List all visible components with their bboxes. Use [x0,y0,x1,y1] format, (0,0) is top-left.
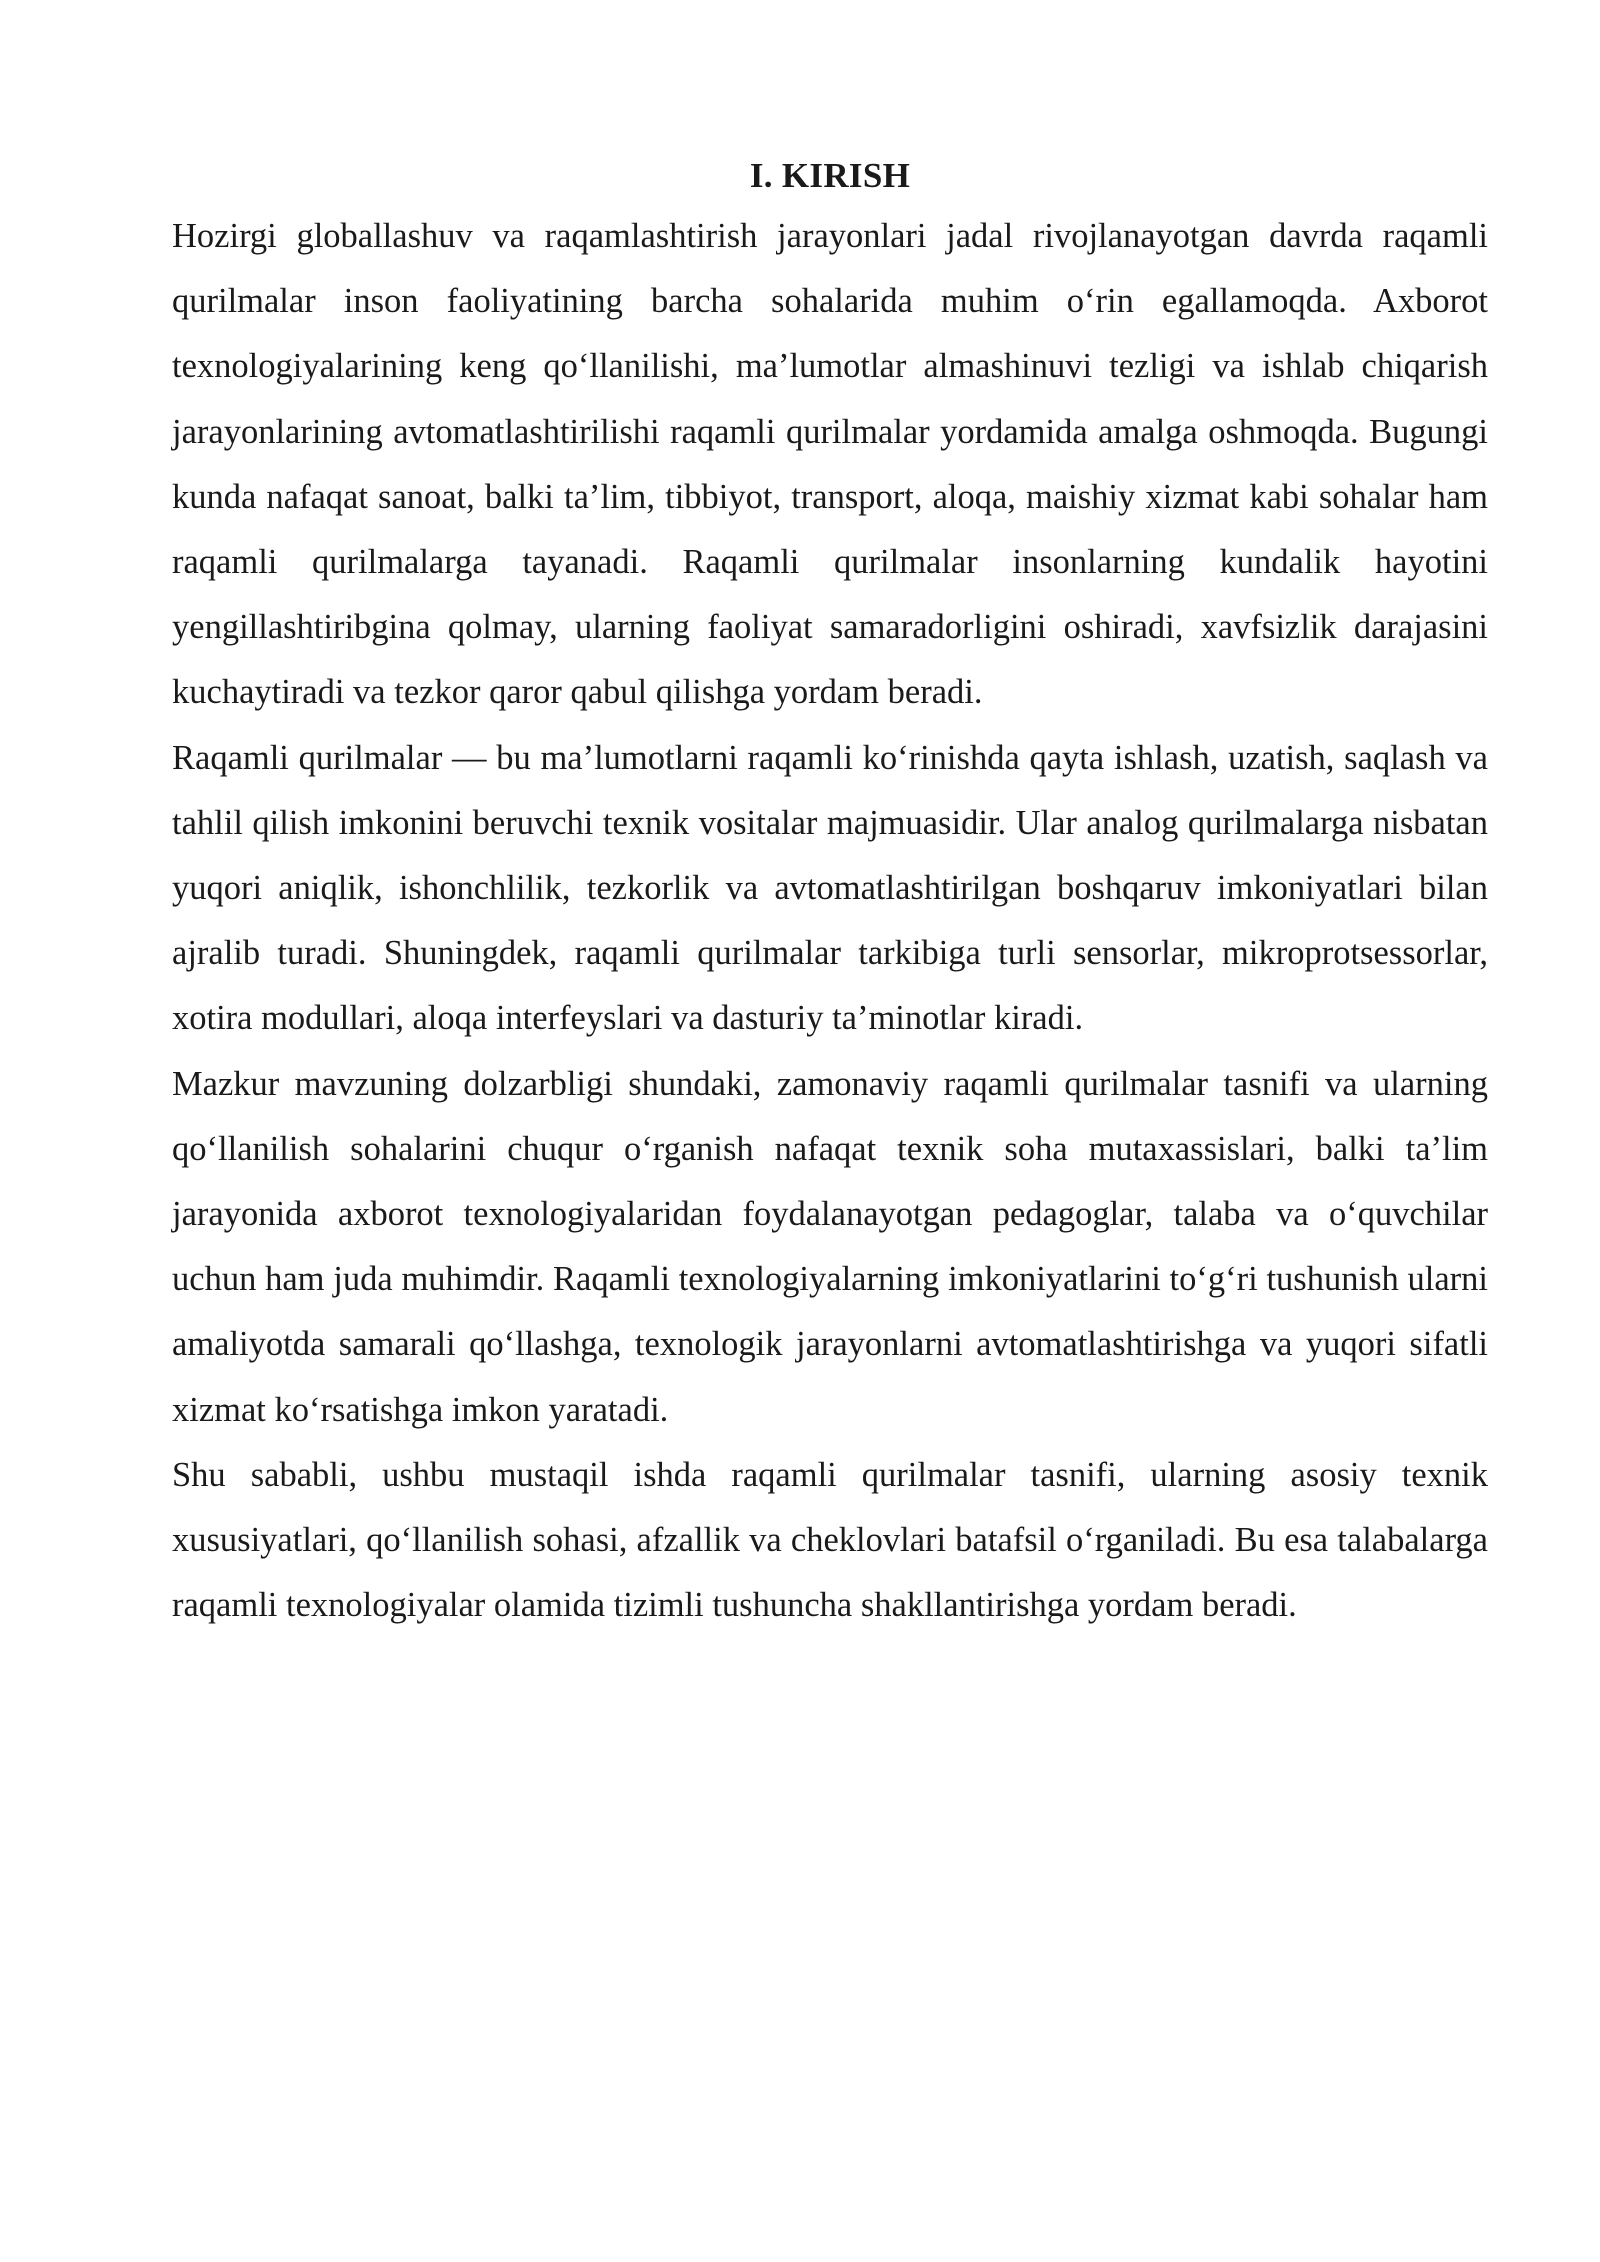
paragraph-relevance: Mazkur mavzuning dolzarbligi shundaki, zamonaviy raqamli qurilmalar tasnifi va ularning qo‘llanilish sohalarini chuqur o‘rganish nafaqat texnik soha mutaxassislari, balki ta’lim jarayonida axborot texnologiyalaridan foydalanayotgan pedagoglar, talaba va o‘quvchilar uchun ham juda muhimdir. Raqamli texnologiyalarning imkoniyatlarini to‘g‘ri tushunish ularni amaliyotda samarali qo‘llashga, texnologik jarayonlarni avtomatlashtirishga va yuqori sifatli xizmat ko‘rsatishga imkon yaratadi. [172,1064,1488,1429]
document-body [172,148,1488,1638]
paragraph-definition: Raqamli qurilmalar — bu ma’lumotlarni raqamli ko‘rinishda qayta ishlash, uzatish, saqlash va tahlil qilish imkonini beruvchi texnik vositalar majmuasidir. Ular analog qurilmalarga nisbatan yuqori aniqlik, ishonchlilik, tezkorlik va avtomatlashtirilgan boshqaruv imkoniyatlari bilan ajralib turadi. Shuningdek, raqamli qurilmalar tarkibiga turli sensorlar, mikroprotsessorlar, xotira modullari, aloqa interfeyslari va dasturiy ta’minotlar kiradi. [172,738,1488,1038]
section-heading: I. KIRISH [749,156,911,195]
paragraph-intro: Hozirgi globallashuv va raqamlashtirish jarayonlari jadal rivojlanayotgan davrda raqamli qurilmalar inson faoliyatining barcha sohalarida muhim o‘rin egallamoqda. Axborot texnologiyalarining keng qo‘llanilishi, ma’lumotlar almashinuvi tezligi va ishlab chiqarish jarayonlarining avtomatlashtirilishi raqamli qurilmalar yordamida amalga oshmoqda. Bugungi kunda nafaqat sanoat, balki ta’lim, tibbiyot, transport, aloqa, maishiy xizmat kabi sohalar ham raqamli qurilmalarga tayanadi. Raqamli qurilmalar insonlarning kundalik hayotini yengillashtiribgina qolmay, ularning faoliyat samaradorligini oshiradi, xavfsizlik darajasini kuchaytiradi va tezkor qaror qabul qilishga yordam beradi. [172,217,1488,712]
paragraph-purpose: Shu sababli, ushbu mustaqil ishda raqamli qurilmalar tasnifi, ularning asosiy texnik xususiyatlari, qo‘llanilish sohasi, afzallik va cheklovlari batafsil o‘rganiladi. Bu esa talabalarga raqamli texnologiyalar olamida tizimli tushuncha shakllantirishga yordam beradi. [172,1455,1488,1625]
